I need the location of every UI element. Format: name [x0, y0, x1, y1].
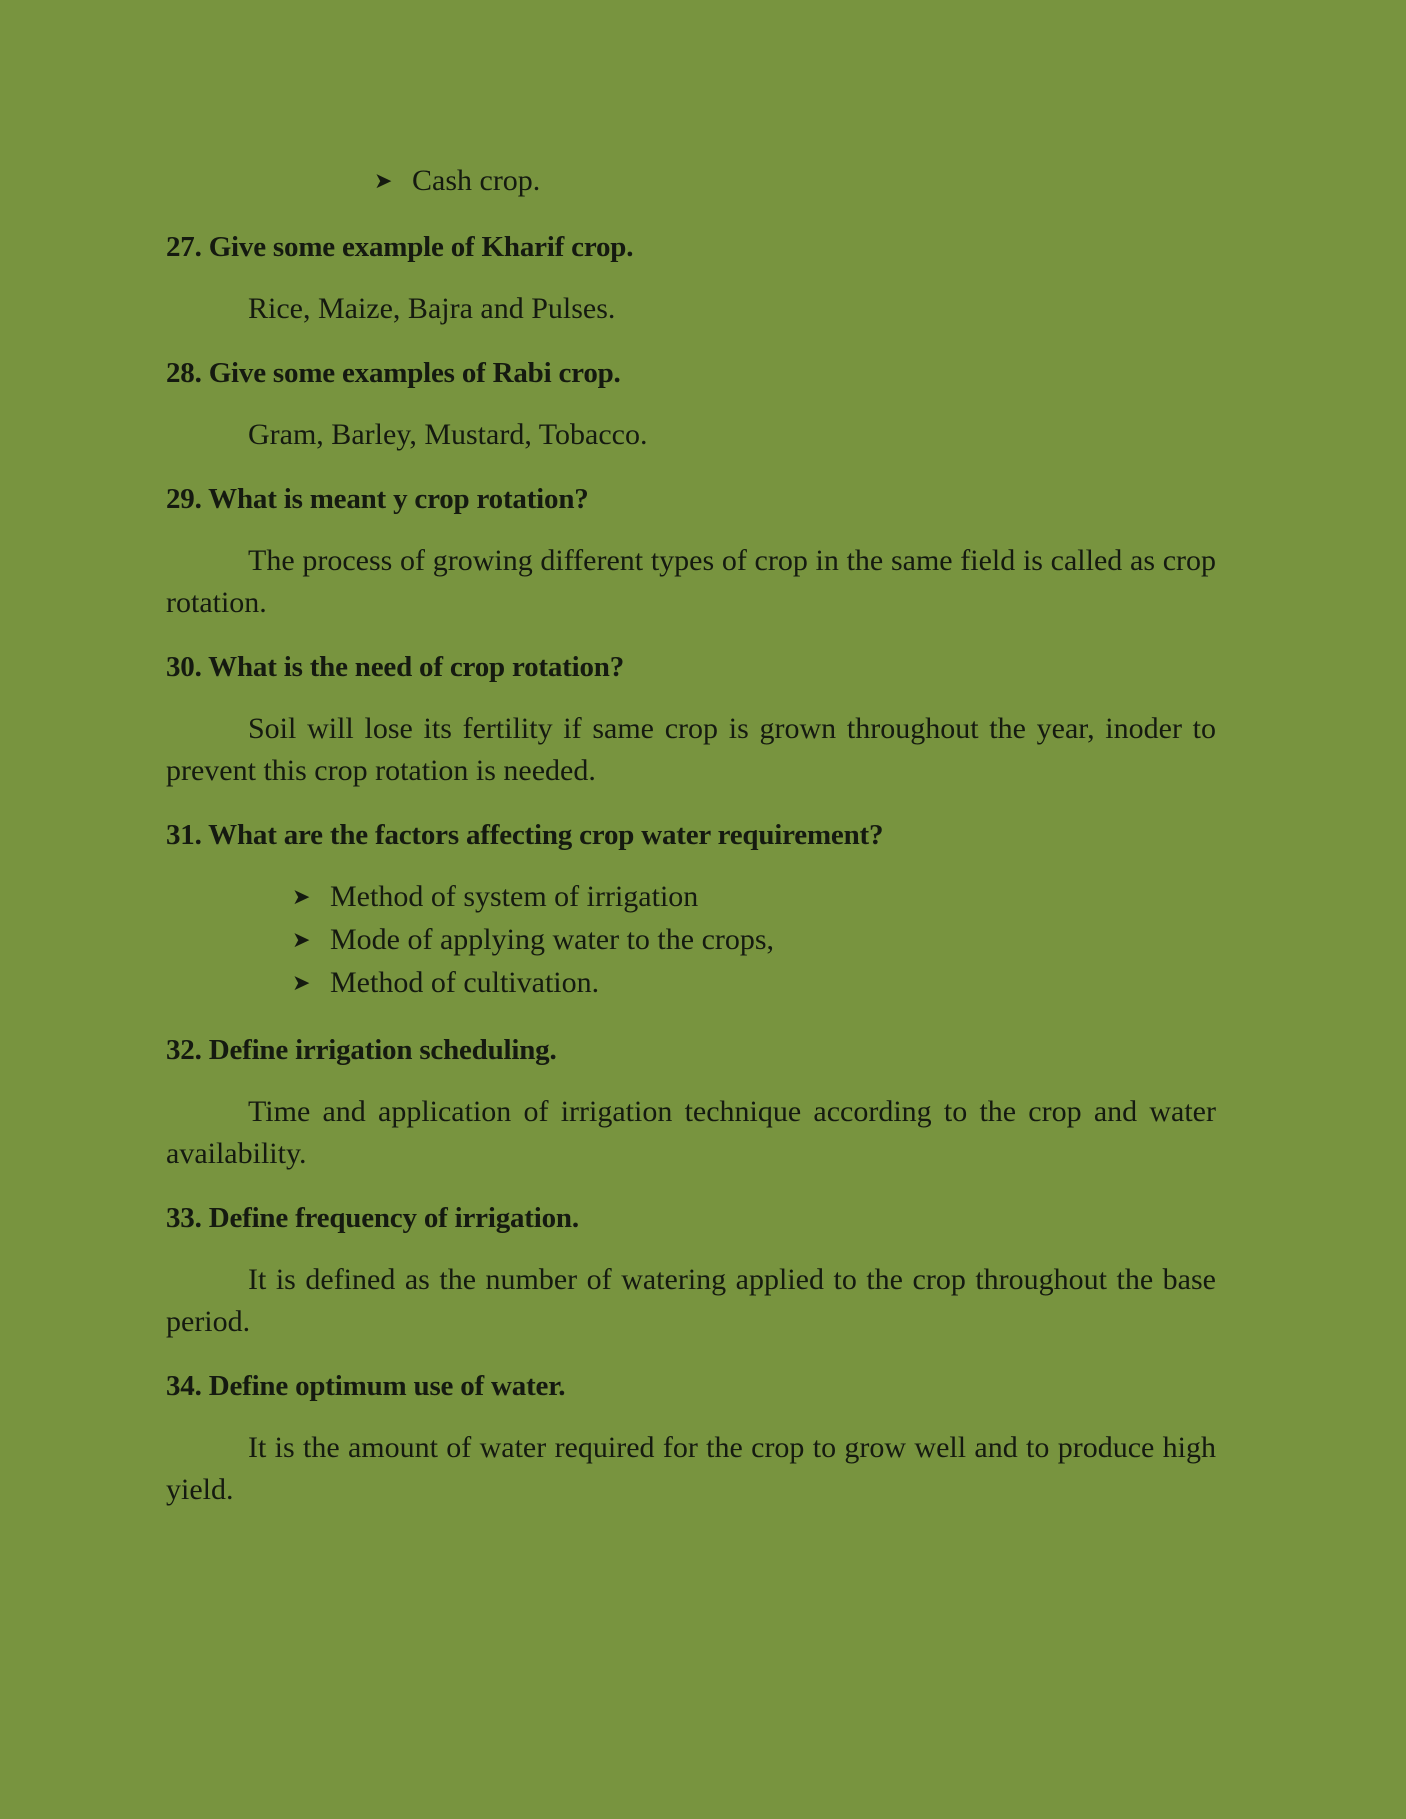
qa-32: [166, 1029, 1216, 1175]
question-27: 27. Give some example of Kharif crop.: [166, 231, 634, 263]
qa-27: [166, 226, 1216, 330]
factor-list: [166, 876, 1216, 1005]
question-32: 32. Define irrigation scheduling.: [166, 1034, 557, 1066]
answer-29: The process of growing different types of crop in the same field is called as crop rotation.: [166, 544, 1216, 619]
arrow-bullet-icon: ➤: [292, 928, 311, 953]
arrow-bullet-icon: ➤: [374, 169, 393, 194]
answer-32: Time and application of irrigation technique according to the crop and water availability.: [166, 1095, 1216, 1170]
bullet-text: Cash crop.: [412, 164, 541, 197]
qa-28: [166, 352, 1216, 456]
bullet-item-cash-crop: [166, 160, 1216, 202]
qa-30: [166, 646, 1216, 792]
answer-34: It is the amount of water required for the crop to grow well and to produce high yield.: [166, 1431, 1216, 1506]
arrow-bullet-icon: ➤: [292, 885, 311, 910]
document-body: [166, 160, 1216, 1533]
list-item-text: Method of cultivation.: [330, 966, 600, 999]
answer-27: Rice, Maize, Bajra and Pulses.: [248, 292, 616, 325]
qa-34: [166, 1365, 1216, 1511]
list-item: [292, 962, 1216, 1005]
question-31: 31. What are the factors affecting crop water requirement?: [166, 819, 884, 851]
question-34: 34. Define optimum use of water.: [166, 1370, 566, 1402]
list-item: [292, 876, 1216, 919]
list-item-text: Method of system of irrigation: [330, 880, 699, 913]
qa-33: [166, 1197, 1216, 1343]
answer-33: It is defined as the number of watering applied to the crop throughout the base period.: [166, 1263, 1216, 1338]
question-28: 28. Give some examples of Rabi crop.: [166, 357, 621, 389]
answer-28: Gram, Barley, Mustard, Tobacco.: [248, 418, 648, 451]
list-item: [292, 919, 1216, 962]
qa-31: [166, 814, 1216, 1005]
question-30: 30. What is the need of crop rotation?: [166, 651, 625, 683]
question-29: 29. What is meant y crop rotation?: [166, 483, 589, 515]
qa-29: [166, 478, 1216, 624]
list-item-text: Mode of applying water to the crops,: [330, 923, 775, 956]
arrow-bullet-icon: ➤: [292, 971, 311, 996]
question-33: 33. Define frequency of irrigation.: [166, 1202, 579, 1234]
answer-30: Soil will lose its fertility if same crop is grown throughout the year, inoder to prevent this crop rotation is needed.: [166, 712, 1216, 787]
